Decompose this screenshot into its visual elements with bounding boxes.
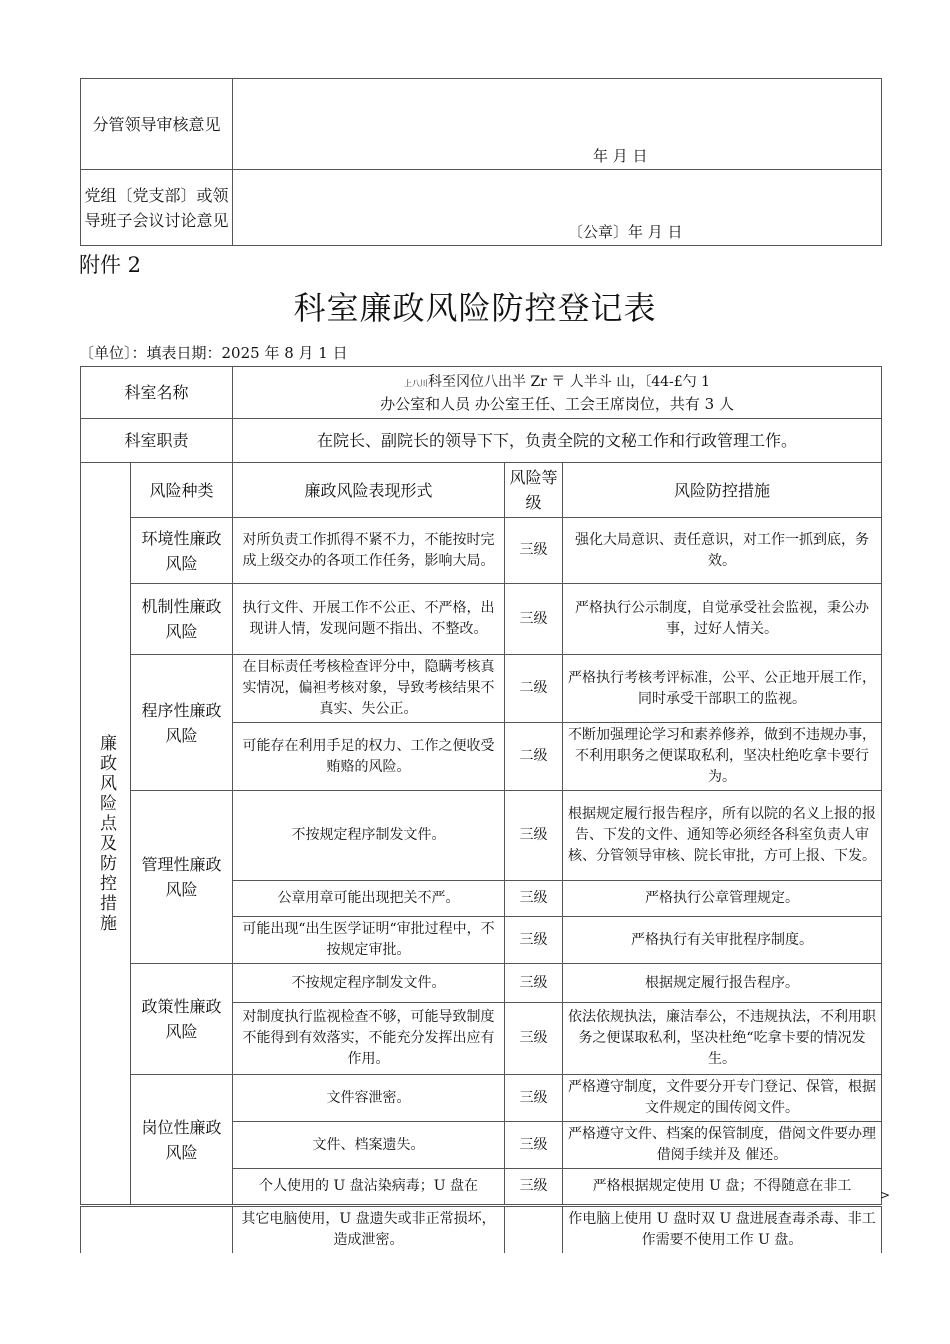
risk-level: 三级 <box>505 1003 563 1075</box>
table-row <box>81 655 882 723</box>
table-row <box>81 584 882 655</box>
risk-measure: 严格遵守文件、档案的保管制度，借阅文件要办理借阅手续并及 催还。 <box>563 1122 882 1169</box>
dept-name-value <box>233 367 882 419</box>
risk-type: 机制性廉政风险 <box>131 584 233 655</box>
dept-duty-value: 在院长、副院长的领导下下，负责全院的文秘工作和行政管理工作。 <box>233 419 882 463</box>
table-row <box>81 518 882 584</box>
risk-form: 可能存在利用手足的权力、工作之便收受贿赂的风险。 <box>233 723 505 791</box>
leader-review-label: 分管领导审核意见 <box>81 79 233 170</box>
dept-name-line2: 办公室和人员 办公室王任、工会王席岗位，共有 3 人 <box>380 394 734 413</box>
risk-form: 不按规定程序制发文件。 <box>233 791 505 881</box>
risk-level: 三级 <box>505 584 563 655</box>
risk-type: 岗位性廉政风险 <box>131 1075 233 1205</box>
header-risk-level: 风险等级 <box>505 463 563 518</box>
dept-name-label: 科室名称 <box>81 367 233 419</box>
continuation-risk-form: 其它电脑使用，U 盘遗失或非正常损坏，造成泄密。 <box>233 1207 505 1254</box>
risk-measure: 强化大局意识、责任意识，对工作一抓到底，务效。 <box>563 518 882 584</box>
risk-type: 程序性廉政风险 <box>131 655 233 791</box>
dept-name-small-text: 上八川 <box>404 378 428 388</box>
table-row <box>81 964 882 1003</box>
risk-measure: 严格根据规定使用 U 盘；不得随意在非工 <box>563 1169 882 1205</box>
risk-level: 三级 <box>505 1075 563 1122</box>
risk-level: 三级 <box>505 518 563 584</box>
dept-name-line1: 科至冈位八出半 Zr 〒 人半斗 山，〔44-£勺 1 <box>428 373 711 390</box>
risk-form: 公章用章可能出现把关不严。 <box>233 881 505 917</box>
risk-form: 可能出现“出生医学证明“审批过程中，不按规定审批。 <box>233 917 505 964</box>
risk-measure: 依法依规执法，廉洁奉公，不违规执法，不利用职务之便谋取私利，坚决杜绝“吃拿卡要的情况发生。 <box>563 1003 882 1075</box>
risk-level: 三级 <box>505 881 563 917</box>
risk-form: 文件、档案遗失。 <box>233 1122 505 1169</box>
risk-form: 不按规定程序制发文件。 <box>233 964 505 1003</box>
leader-review-date: 年 月 日 <box>233 79 882 170</box>
risk-form: 对所负责工作抓得不紧不力，不能按时完成上级交办的各项工作任务，影响大局。 <box>233 518 505 584</box>
risk-level: 二级 <box>505 723 563 791</box>
risk-level: 三级 <box>505 1122 563 1169</box>
table-row <box>81 791 882 881</box>
header-risk-form: 廉政风险表现形式 <box>233 463 505 518</box>
risk-measure: 根据规定履行报告程序。 <box>563 964 882 1003</box>
risk-level: 三级 <box>505 917 563 964</box>
risk-form: 执行文件、开展工作不公正、不严格，出现讲人情，发现问题不指出、不整改。 <box>233 584 505 655</box>
page-title: 科室廉政风险防控登记表 <box>293 289 657 327</box>
table-row <box>81 1207 882 1254</box>
risk-measure: 严格遵守制度，文件要分开专门登记、保管，根据文件规定的围传阅文件。 <box>563 1075 882 1122</box>
continuation-blank-cell <box>81 1207 233 1254</box>
risk-measure: 不断加强理论学习和素养修养，做到不违规办事，不利用职务之便谋取私利，坚决杜绝吃拿卡要行为。 <box>563 723 882 791</box>
header-risk-type: 风险种类 <box>131 463 233 518</box>
risk-type: 环境性廉政风险 <box>131 518 233 584</box>
risk-type: 管理性廉政风险 <box>131 791 233 964</box>
continuation-blank-cell <box>505 1207 563 1254</box>
risk-level: 三级 <box>505 791 563 881</box>
risk-register-table <box>80 366 882 1205</box>
continuation-risk-measure: 作电脑上使用 U 盘时双 U 盘进展查毒杀毒、非工作需要不使用工作 U 盘。 <box>563 1207 882 1254</box>
risk-level: 三级 <box>505 964 563 1003</box>
risk-measure: 严格执行有关审批程序制度。 <box>563 917 882 964</box>
risk-form: 在目标责任考核检查评分中，隐瞒考核真实情况，偏袒考核对象，导致考核结果不真实、失公正。 <box>233 655 505 723</box>
header-risk-measure: 风险防控措施 <box>563 463 882 518</box>
attachment-label: 附件 2 <box>79 253 142 277</box>
table-row <box>81 1075 882 1122</box>
risk-form: 文件容泄密。 <box>233 1075 505 1122</box>
party-review-label: 党组〔党支部〕或领导班子会议讨论意见 <box>81 170 233 246</box>
risk-level: 二级 <box>505 655 563 723</box>
unit-date-line: 〔单位〕：填表日期：2025 年 8 月 1 日 <box>79 344 348 362</box>
risk-measure: 严格执行考核考评标准，公平、公正地开展工作，同时承受干部职工的监视。 <box>563 655 882 723</box>
party-review-date: 〔公章〕年 月 日 <box>233 170 882 246</box>
risk-measure: 严格执行公示制度，自觉承受社会监视，秉公办事，过好人情关。 <box>563 584 882 655</box>
risk-level: 三级 <box>505 1169 563 1205</box>
continuation-table <box>80 1206 882 1253</box>
dept-duty-label: 科室职责 <box>81 419 233 463</box>
approval-table <box>80 78 882 246</box>
risk-form: 个人使用的 U 盘沾染病毒；U 盘在 <box>233 1169 505 1205</box>
risk-measure: 严格执行公章管理规定。 <box>563 881 882 917</box>
side-label: 廉政风险点及防控措施 <box>81 463 131 1205</box>
risk-type: 政策性廉政风险 <box>131 964 233 1075</box>
page-break-marker: > <box>880 1188 891 1202</box>
risk-form: 对制度执行监视检查不够，可能导致制度不能得到有效落实，不能充分发挥出应有作用。 <box>233 1003 505 1075</box>
risk-measure: 根据规定履行报告程序，所有以院的名义上报的报告、下发的文件、通知等必须经各科室负责人审核、分管领导审核、院长审批，方可上报、下发。 <box>563 791 882 881</box>
